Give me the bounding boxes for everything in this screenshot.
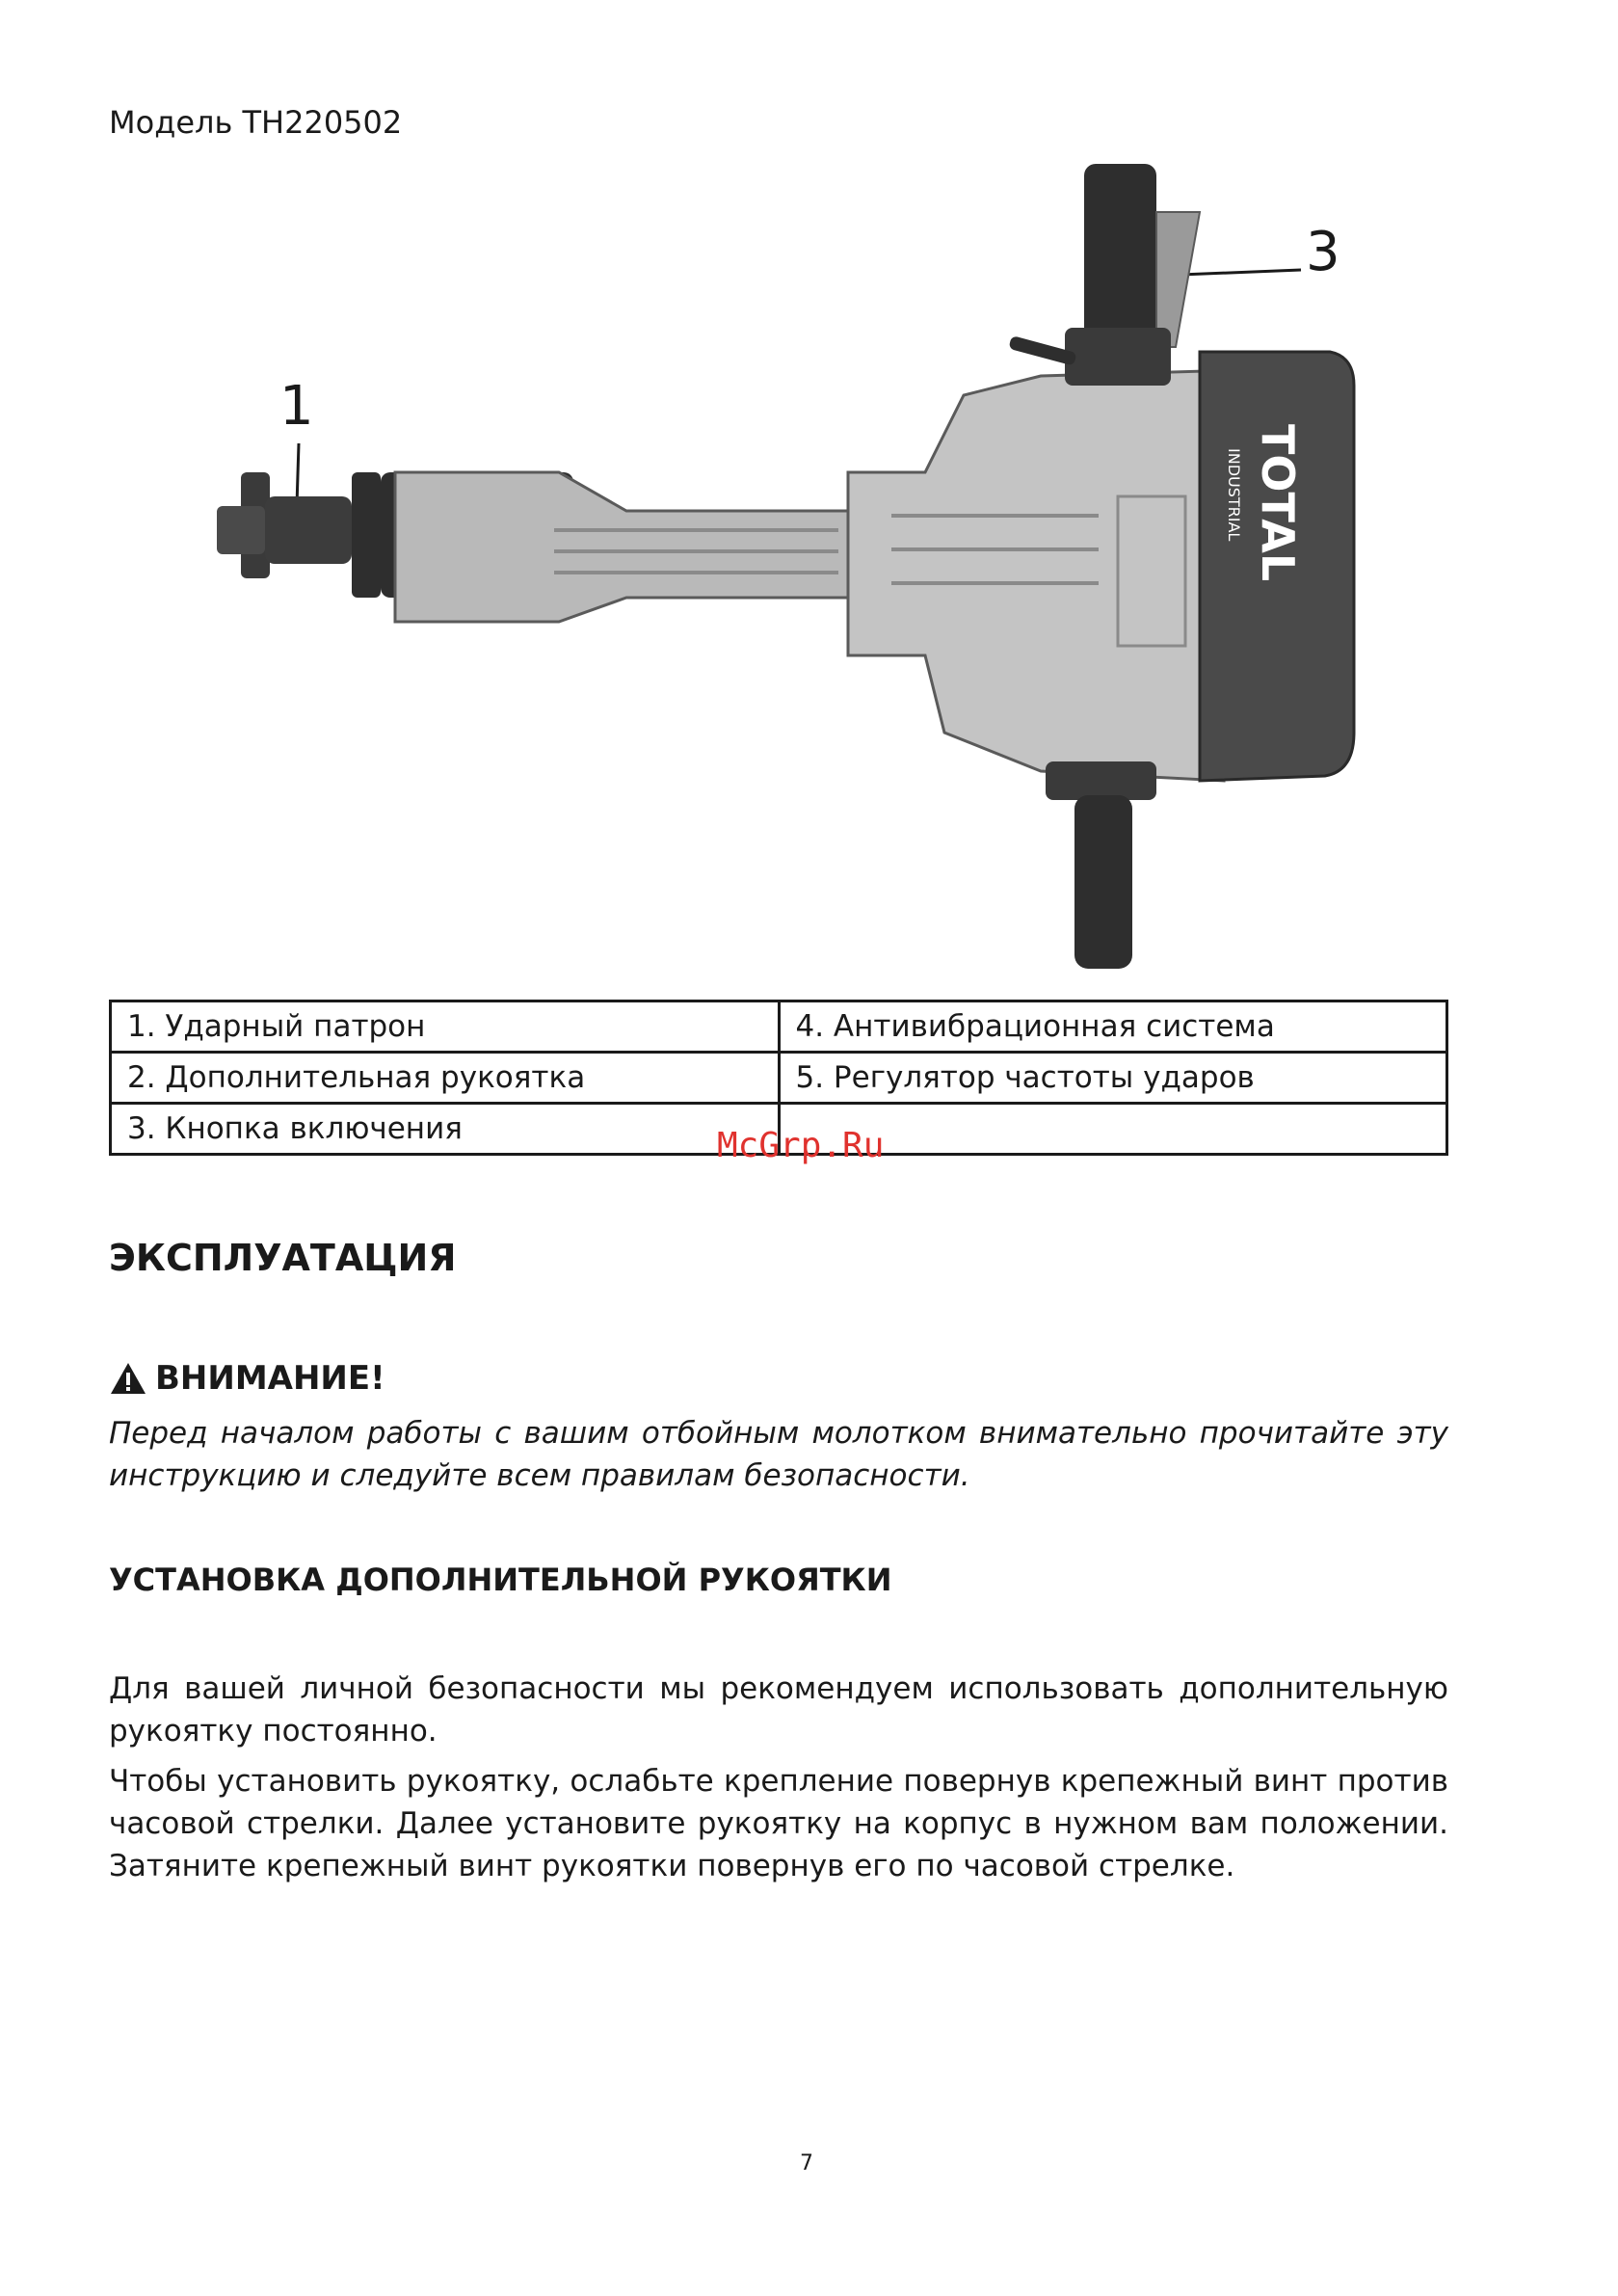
callout-3: 3 [1306, 221, 1340, 283]
warning-icon [109, 1361, 147, 1396]
warning-title-text: ВНИМАНИЕ! [155, 1359, 385, 1398]
jackhammer-illustration [173, 154, 1407, 983]
warning-title [109, 1359, 385, 1398]
brand-sub-logo: INDUSTRIAL [1225, 448, 1243, 542]
paragraph: Чтобы установить рукоятку, ослабьте крепление повернув крепежный винт против часовой стрелки. Далее установите рукоятку на корпус в нужном вам положении. Затяните крепежный винт рукоятки повернув его по часовой стрелке. [109, 1764, 1448, 1883]
warning-text: Перед началом работы с вашим отбойным молотком внимательно прочитайте эту инструкцию и следуйте всем правилам безопасности. [109, 1416, 1448, 1493]
subsection-title: УСТАНОВКА ДОПОЛНИТЕЛЬНОЙ РУКОЯТКИ [109, 1562, 892, 1598]
table-cell: 3. Кнопка включения [111, 1104, 780, 1155]
brand-logo: TOTAL [1252, 424, 1304, 582]
paragraph: Для вашей личной безопасности мы рекомендуем использовать дополнительную рукоятку постоянно. [109, 1671, 1448, 1749]
table-row [111, 1053, 1447, 1104]
watermark: McGrp.Ru [717, 1126, 885, 1165]
table-cell: 4. Антивибрационная система [779, 1001, 1447, 1053]
table-cell: 2. Дополнительная рукоятка [111, 1053, 780, 1104]
table-row [111, 1001, 1447, 1053]
table-cell: 5. Регулятор частоты ударов [779, 1053, 1447, 1104]
table-cell: 1. Ударный патрон [111, 1001, 780, 1053]
page-number: 7 [800, 2151, 813, 2176]
model-label: Модель TH220502 [109, 104, 403, 141]
section-title: ЭКСПЛУАТАЦИЯ [109, 1237, 457, 1279]
callout-1: 1 [279, 375, 314, 438]
